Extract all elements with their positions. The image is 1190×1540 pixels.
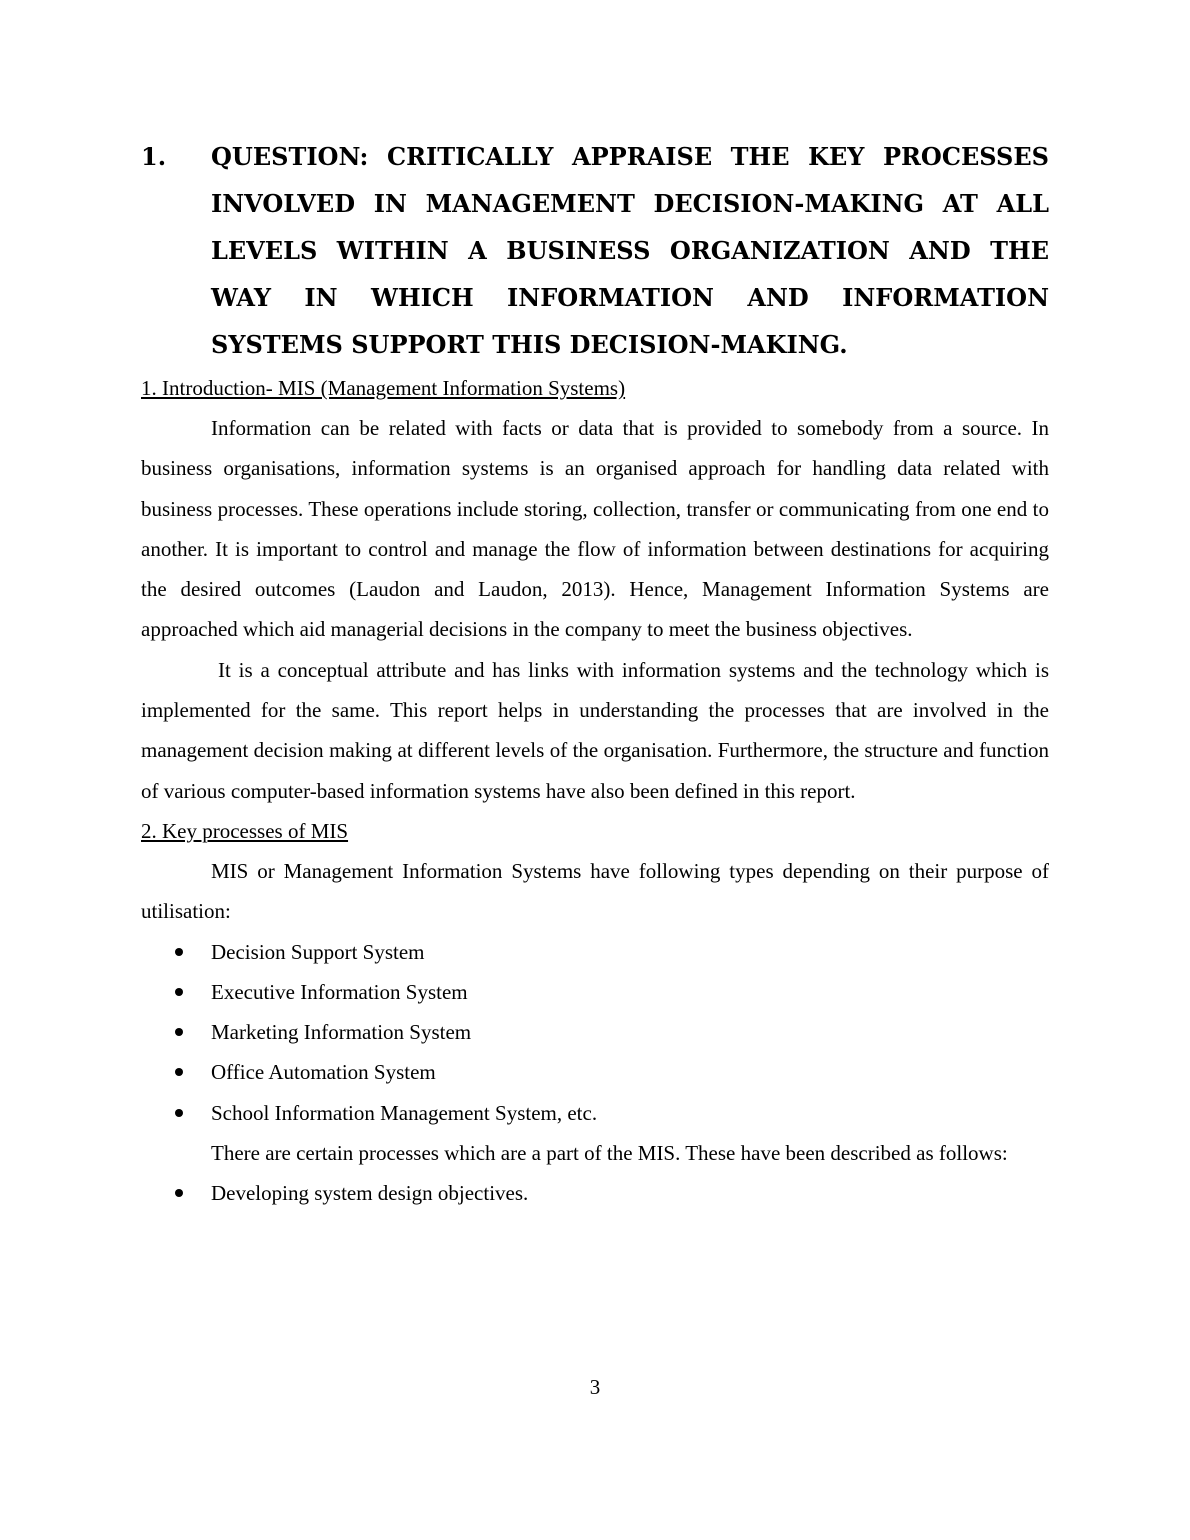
- bullet-icon: [175, 948, 183, 956]
- intro-paragraph-1: Information can be related with facts or data that is provided to somebody from a source. In business organisations, information systems is an organised approach for handling data related with business processes. These operations include storing, collection, transfer or communicating from one end to another. It is important to control and manage the flow of information between destinations for acquiring the desired outcomes (Laudon and Laudon, 2013). Hence, Management Information Systems are approached which aid managerial decisions in the company to meet the business objectives.: [141, 416, 1049, 642]
- bullet-icon: [175, 988, 183, 996]
- list-item-text: Developing system design objectives.: [211, 1181, 529, 1206]
- mis-types-intro: MIS or Management Information Systems have following types depending on their purpose of utilisation:: [141, 858, 1049, 924]
- intro-paragraph-2: It is a conceptual attribute and has links with information systems and the technology which is implemented for the same. This report helps in understanding the processes that are involved in the management decision making at different levels of the organisation. Furthermore, the structure and function of various computer-based information systems have also been defined in this report.: [141, 657, 1049, 803]
- list-item: [141, 1052, 1049, 1092]
- section-1-title: 1. Introduction- MIS (Management Information Systems): [141, 376, 626, 400]
- mis-processes-list: [141, 1173, 1049, 1213]
- bullet-icon: [175, 1068, 183, 1076]
- list-item: [141, 972, 1049, 1012]
- section-2-title: 2. Key processes of MIS: [141, 818, 349, 843]
- bullet-icon: [175, 1189, 183, 1197]
- list-item-text: Executive Information System: [211, 979, 468, 1004]
- list-item-text: Marketing Information System: [211, 1020, 472, 1045]
- list-item: [141, 932, 1049, 972]
- list-item-text: Office Automation System: [211, 1060, 436, 1085]
- question-heading: [141, 133, 1049, 368]
- list-item-text: Decision Support System: [211, 939, 425, 964]
- heading-text: QUESTION: CRITICALLY APPRAISE THE KEY PROCESSES INVOLVED IN MANAGEMENT DECISION-MAKING AT ALL LEVELS WITHIN A BUSINESS ORGANIZATION AND THE WAY IN WHICH INFORMATION AND INFORMATION SYSTEMS SUPPORT THIS DECISION-MAKING.: [211, 142, 1049, 359]
- processes-intro: There are certain processes which are a part of the MIS. These have been described as follows:: [211, 1141, 1008, 1166]
- bullet-icon: [175, 1028, 183, 1036]
- bullet-icon: [175, 1109, 183, 1117]
- list-item: [141, 1093, 1049, 1133]
- list-item: [141, 1173, 1049, 1213]
- list-item: [141, 1012, 1049, 1052]
- list-item-text: School Information Management System, etc.: [211, 1100, 598, 1125]
- heading-number: 1.: [141, 142, 167, 171]
- page-content: [141, 133, 1049, 1214]
- mis-types-list: [141, 932, 1049, 1133]
- page-number: 3: [589, 1375, 601, 1399]
